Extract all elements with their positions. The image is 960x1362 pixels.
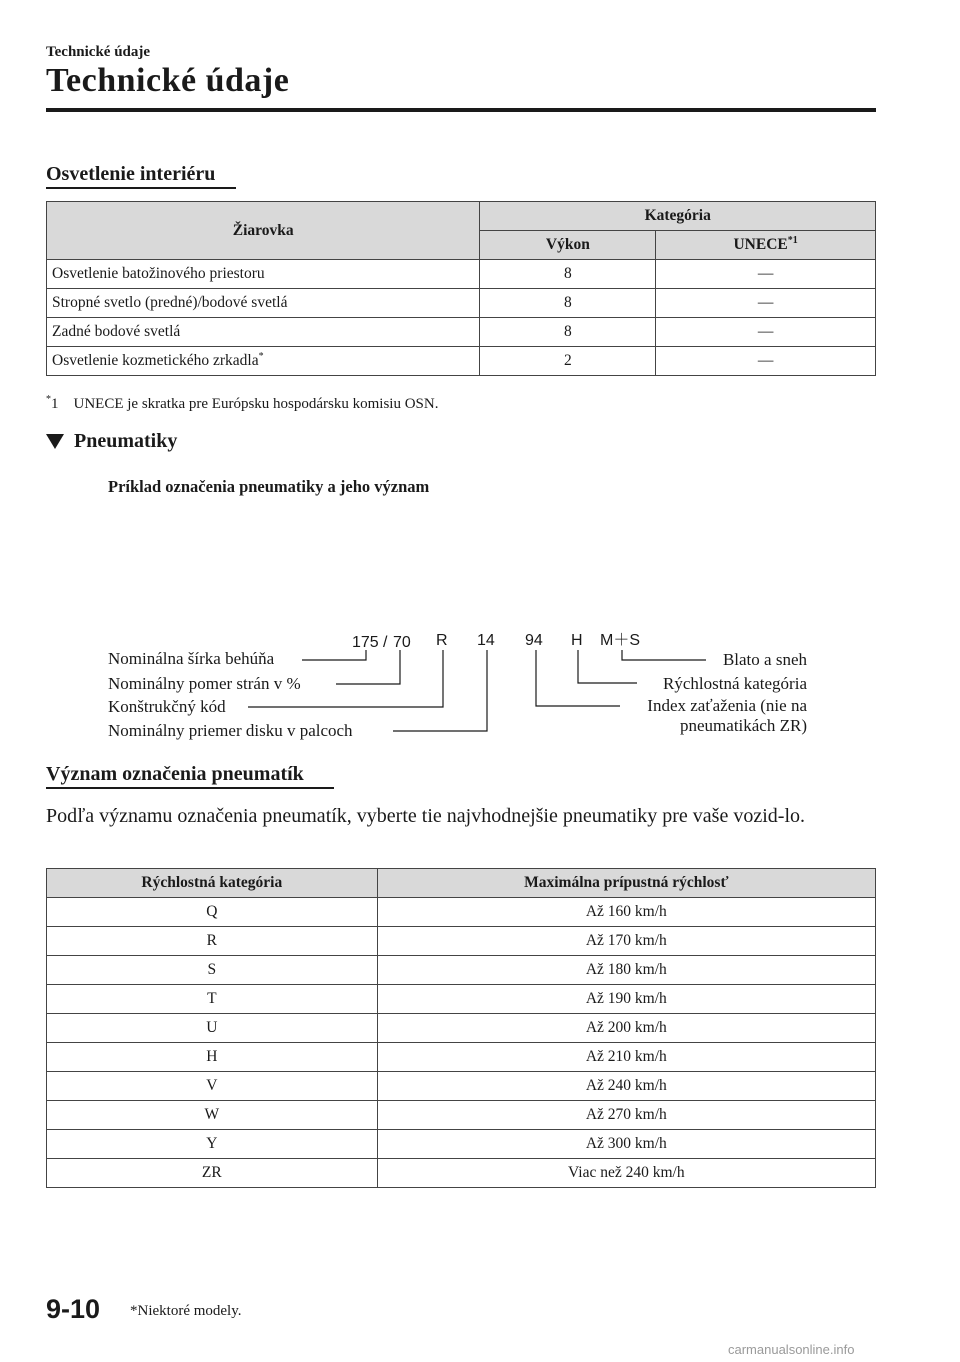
table-row: Y Až 300 km/h — [47, 1130, 876, 1159]
table-row: S Až 180 km/h — [47, 956, 876, 985]
col-speed-category: Rýchlostná kategória — [47, 869, 378, 898]
code-load: 94 — [525, 632, 543, 649]
leader-rim — [393, 650, 487, 731]
label-mud-snow: Blato a sneh — [722, 650, 807, 669]
code-ratio: 70 — [393, 634, 411, 651]
tire-example-title: Príklad označenia pneumatiky a jeho význam — [108, 477, 430, 496]
table-row: Stropné svetlo (predné)/bodové svetlá 8 — — [47, 289, 876, 318]
page-number: 9-10 — [46, 1294, 101, 1324]
col-unece: UNECE$^{*1}$ — [656, 231, 876, 260]
unece-footnote: *1 UNECE je skratka pre Európsku hospodársku komisiu OSN. — [46, 394, 439, 412]
label-width: Nominálna šírka behúňa — [108, 649, 275, 668]
models-footnote: *Niektoré modely. — [130, 1303, 242, 1319]
code-slash: / — [383, 634, 388, 651]
label-ratio: Nominálny pomer strán v % — [108, 674, 301, 693]
label-rim: Nominálny priemer disku v palcoch — [108, 721, 353, 740]
tire-meaning-heading: Význam označenia pneumatík — [46, 763, 304, 785]
label-load-1: Index zaťaženia (nie na — [647, 696, 807, 715]
speed-category-table — [46, 868, 876, 1188]
page-title: Technické údaje — [46, 62, 290, 99]
label-construction: Konštrukčný kód — [108, 697, 226, 716]
leader-lines — [248, 650, 706, 731]
tires-heading: Pneumatiky — [46, 430, 177, 453]
label-load-2: pneumatikách ZR) — [680, 716, 807, 735]
table-row: W Až 270 km/h — [47, 1101, 876, 1130]
col-max-speed: Maximálna prípustná rýchlosť — [377, 869, 875, 898]
code-speed: H — [571, 632, 583, 649]
table-row: R Až 170 km/h — [47, 927, 876, 956]
table-row: U Až 200 km/h — [47, 1014, 876, 1043]
code-rim: 14 — [477, 632, 495, 649]
leader-speed — [578, 650, 637, 683]
interior-lighting-heading: Osvetlenie interiéru — [46, 163, 216, 185]
watermark: carmanualsonline.info — [728, 1342, 855, 1357]
heading-underline — [46, 187, 236, 189]
leader-width — [302, 650, 366, 660]
running-header: Technické údaje — [46, 44, 151, 60]
col-bulb: Žiarovka — [47, 202, 480, 260]
interior-bulb-table — [46, 201, 876, 376]
code-width: 175 — [352, 634, 379, 651]
heading-underline — [46, 787, 334, 789]
triangle-bullet-icon — [46, 434, 64, 449]
table-row: T Až 190 km/h — [47, 985, 876, 1014]
table-row: ZR Viac než 240 km/h — [47, 1159, 876, 1188]
table-row: Zadné bodové svetlá 8 — — [47, 318, 876, 347]
table-row: Q Až 160 km/h — [47, 898, 876, 927]
col-category: Kategória — [480, 202, 876, 231]
table-row: H Až 210 km/h — [47, 1043, 876, 1072]
title-divider — [46, 108, 876, 112]
leader-ratio — [336, 650, 400, 684]
table-row: Osvetlenie batožinového priestoru 8 — — [47, 260, 876, 289]
label-speed: Rýchlostná kategória — [663, 674, 807, 693]
leader-mud-snow — [622, 650, 706, 660]
code-construction: R — [436, 632, 448, 649]
col-power: Výkon — [480, 231, 656, 260]
tire-meaning-paragraph: Podľa významu označenia pneumatík, vyberte tie najvhodnejšie pneumatiky pre vaše vozid-lo. — [46, 805, 805, 827]
tire-marking-diagram — [0, 620, 960, 750]
code-mud-snow: M＋S — [600, 632, 641, 649]
table-row: V Až 240 km/h — [47, 1072, 876, 1101]
table-row: Osvetlenie kozmetického zrkadla* 2 — — [47, 347, 876, 376]
